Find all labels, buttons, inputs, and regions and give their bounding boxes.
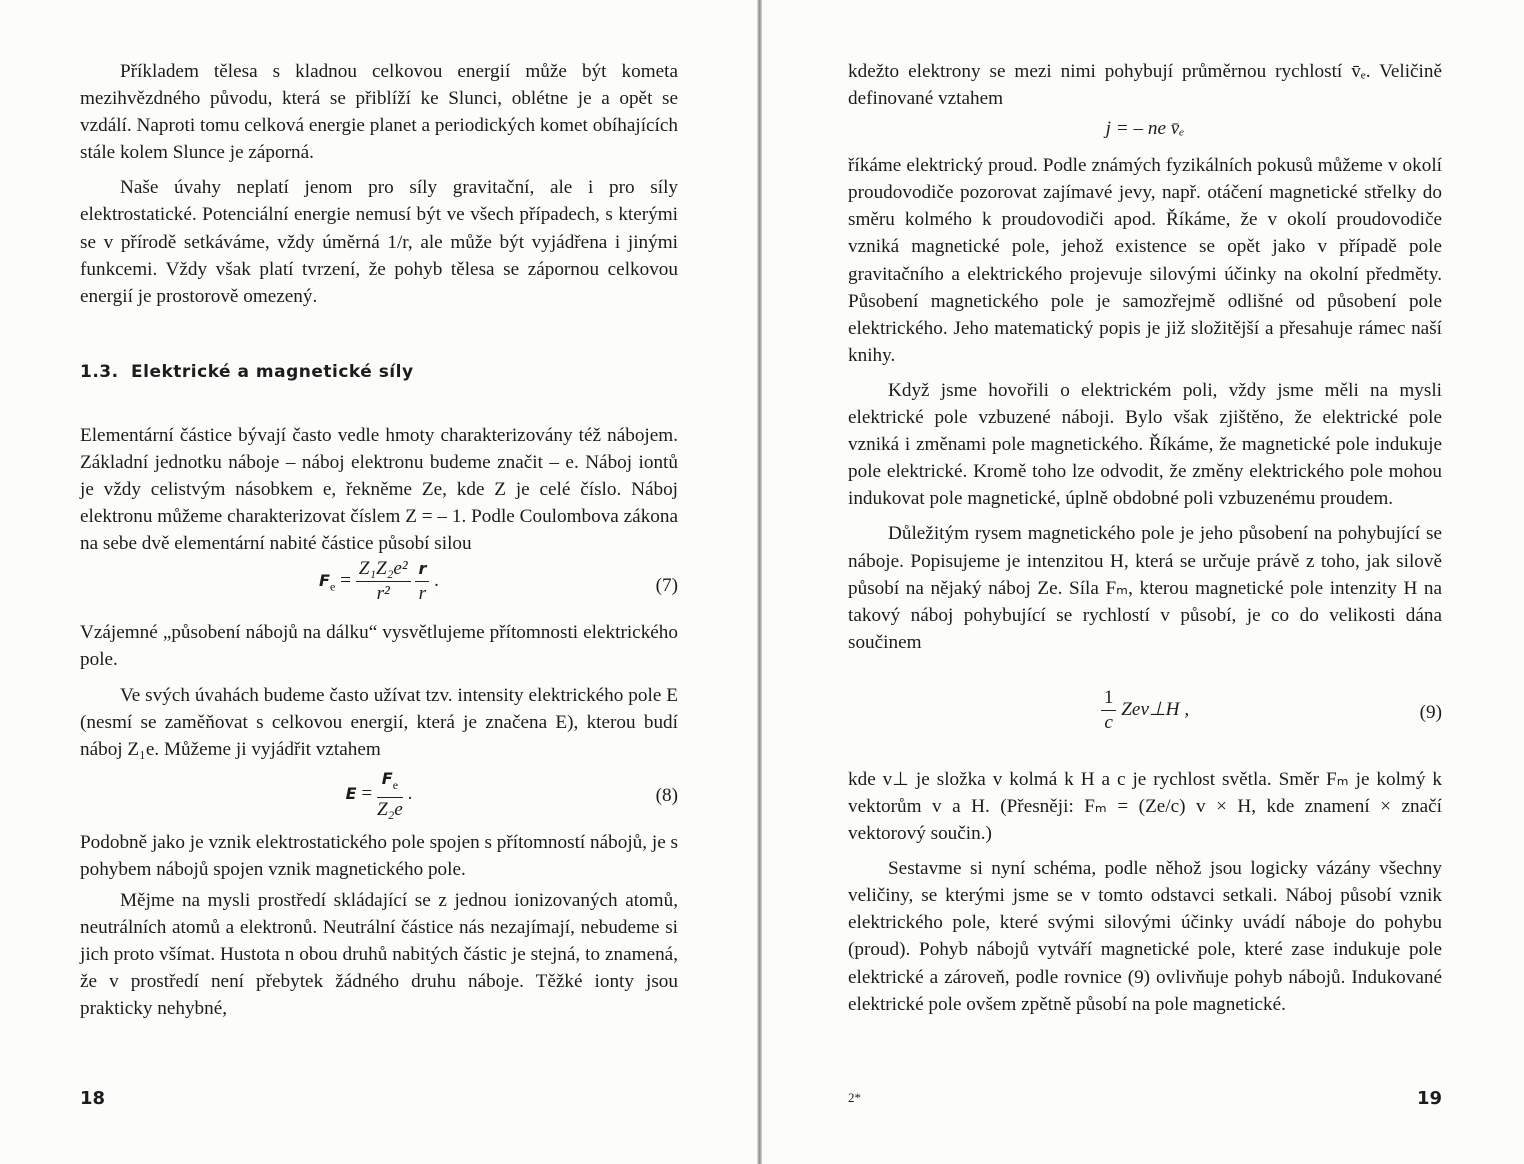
paragraph: kdežto elektrony se mezi nimi pohybují průměrnou rychlostí v̄ₑ. Veličině definované vztahem (848, 61, 1442, 110)
section-number: 1.3. (80, 361, 119, 382)
eq7-denominator: r² (376, 583, 390, 605)
eq9-denominator: c (1104, 711, 1113, 733)
eq7-lhs: F (319, 571, 330, 591)
eq8-denominator: Z₂e (376, 798, 403, 820)
eq9-fraction (1101, 686, 1117, 735)
eq9-numerator: 1 (1101, 686, 1117, 711)
paragraph: Příkladem tělesa s kladnou celkovou energií může být kometa mezihvězdného původu, která se přiblíží ke Slunci, oblétne je a opět se vzdálí. Naproti tomu celková energie planet a periodických komet obíhajících stále kolem Slunce je záporná. (80, 61, 678, 164)
paragraph: říkáme elektrický proud. Podle známých fyzikálních pokusů můžeme v okolí proudovodiče pozorovat zajímavé jevy, např. otáčení magnetické střelky do směru kolmého k proudovodiči apod. Říkáme, že v okolí proudovodiče vzniká magnetické pole, jehož existence se opět jako v případě pole gravitačního a elektrického projevuje silovými účinky na okolní předměty. Působení magnetického pole je samozřejmě odlišné od působení pole elektrického. Jeho matematický popis je již složitější a přesahuje rámec naší knihy. (848, 155, 1442, 366)
eq9-expression: Zev⊥H , (1121, 698, 1190, 720)
eq8-numerator: F (381, 768, 393, 788)
eq8-lhs: E (345, 783, 357, 803)
eq8-fraction (377, 767, 403, 822)
section-title: Elektrické a magnetické síly (131, 361, 414, 382)
signature-mark: 2* (848, 1090, 861, 1105)
page-number: 18 (80, 1088, 106, 1109)
equation-number: (9) (1419, 701, 1442, 723)
eq7-vector-den: r (418, 583, 427, 605)
paragraph: Mějme na mysli prostředí skládající se z jednou ionizovaných atomů, neutrálních atomů a elektronů. Neutrální částice nás nezajímají, nebudeme si jich proto všímat. Hustota n obou druhů nabitých částic je stejná, to znamená, že v prostředí není přebytek žádného druhu náboje. Těžké ionty jsou prakticky nehybné, (80, 889, 678, 1020)
page-number: 19 (1416, 1088, 1442, 1109)
eq7-vector-num: r (415, 557, 429, 582)
eq-current: j = – ne v̄ₑ (1105, 118, 1185, 140)
equation-current (848, 112, 1442, 152)
paragraph: Podobně jako je vznik elektrostatického pole spojen s přítomností nábojů, je s pohybem nábojů spojen vznik magnetického pole. (80, 831, 678, 880)
paragraph: Elementární částice bývají často vedle hmoty charakterizovány též nábojem. Základní jednotku náboje – náboj elektronu budeme značit – e. Náboj iontů je vždy celistvým násobkem e, řekněme Ze, kde Z je celé číslo. Náboj elektronu můžeme charakterizovat číslem Z = – 1. Podle Coulombova zákona na sebe dvě elementární nabité částice působí silou (80, 424, 678, 555)
right-page (764, 0, 1524, 1164)
paragraph: Vzájemné „působení nábojů na dálku“ vysvětlujeme přítomnosti elektrického pole. (80, 622, 678, 671)
section-heading (80, 362, 678, 382)
equation-number: (8) (655, 784, 678, 806)
paragraph: Naše úvahy neplatí jenom pro síly gravitační, ale i pro síly elektrostatické. Potenciální energie nemusí být ve všech případech, s kterými se v přírodě setkáváme, vždy úměrná 1/r, ale může být vyjádřena i jinými funkcemi. Vždy však platí tvrzení, že pohyb tělesa se zápornou celkovou energií je prostorově omezený. (80, 177, 678, 307)
book-gutter (757, 0, 762, 1164)
paragraph: Když jsme hovořili o elektrickém poli, vždy jsme měli na mysli elektrické pole vzbuzené náboji. Bylo však zjištěno, že elektrické pole vzniká i změnami pole magnetického. Říkáme, že magnetické pole indukuje pole elektrické. Kromě toho lze odvodit, že změny elektrického pole mohou indukovat pole magnetické, úplně obdobné poli vzbuzenému proudem. (848, 379, 1442, 510)
eq7-numerator: Z₁Z₂e² (356, 557, 411, 582)
eq7-lhs-sub: e (329, 580, 336, 595)
equation-8: E = $\frac{F_e}{\text{Z₂e}}$ . (8) (345, 768, 678, 820)
equation-7: $F_e$ = $\frac{\text{Z₁Z₂e²}}{\text{r²}}$ $\frac{r}{r}$ . (7) (319, 558, 678, 605)
eq7-fraction (356, 557, 411, 606)
paragraph: Důležitým rysem magnetického pole je jeho působení na pohybující se náboje. Popisujeme je intenzitou H, která se určuje právě z toho, jak silově působí na nějaký náboj Ze. Síla Fₘ, kterou magnetické pole intenzity H na takový náboj pohybující se rychlostí v působí, je co do velikosti dána součinem (848, 523, 1442, 653)
left-page (0, 0, 760, 1164)
paragraph: kde v⊥ je složka v kolmá k H a c je rychlost světla. Směr Fₘ je kolmý k vektorům v a H. (Přesněji: Fₘ = (Ze/c) v × H, kde znamení × značí vektorový součin.) (848, 768, 1442, 845)
paragraph: Sestavme si nyní schéma, podle něhož jsou logicky vázány všechny veličiny, se kterými jsme se v tomto odstavci setkali. Náboj působí vznik elektrického pole, které svými silovými účinky uvádí náboje do pohybu (proud). Pohyb nábojů vytváří magnetické pole, které zase indukuje pole elektrické a zároveň, podle rovnice (9) ovlivňuje pohyb nábojů. Indukované elektrické pole ovšem zpětně působí na pole magnetické. (848, 858, 1442, 1015)
eq8-numerator-sub: e (392, 777, 399, 792)
equation-number: (7) (655, 575, 678, 597)
equation-9 (848, 656, 1442, 766)
eq7-unit-vector (415, 557, 429, 606)
paragraph: Ve svých úvahách budeme často užívat tzv. intensity elektrického pole E (nesmí se zaměňovat s celkovou energií, která je značena E), kterou budí náboj Z₁e. Můžeme ji vyjádřit vztahem (80, 684, 678, 760)
